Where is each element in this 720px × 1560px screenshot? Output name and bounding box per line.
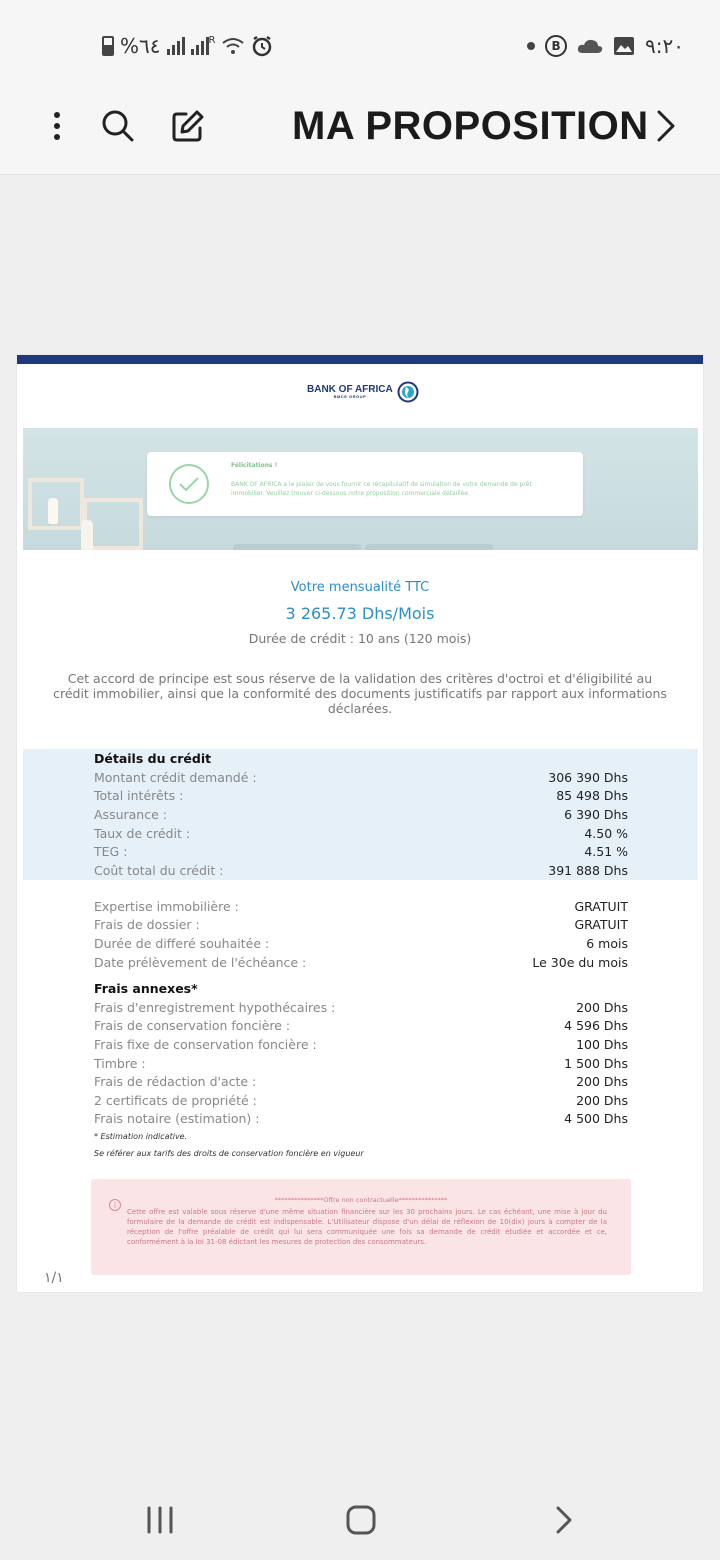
brand-name: BANK OF AFRICA: [307, 384, 393, 395]
recent-apps-icon: [145, 1506, 175, 1534]
detail-label: Montant crédit demandé :: [94, 769, 257, 785]
document-page: [17, 355, 703, 1292]
fee-value: 200 Dhs: [576, 1092, 628, 1108]
status-right: [527, 34, 684, 58]
bank-logo: [307, 381, 419, 403]
disclaimer-text: Cet accord de principe est sous réserve de la validation des critères d'octroi et d'éligibilité au crédit immobilier, ainsi que la conformité des documents justificatifs par rapport aux informations déclarées.: [53, 671, 667, 716]
more-options-icon[interactable]: [37, 106, 77, 146]
credit-duration: Durée de crédit : 10 ans (120 mois): [248, 631, 472, 646]
vase-decoration-2: [81, 520, 93, 550]
info-row: [94, 916, 628, 935]
fee-value: 1 500 Dhs: [564, 1055, 628, 1071]
sofa-decoration: [233, 544, 361, 550]
info-row: [94, 934, 628, 953]
chevron-right-icon[interactable]: [646, 106, 686, 146]
info-icon: i: [109, 1199, 121, 1211]
back-chevron-icon: [555, 1505, 573, 1535]
congratulations-card: [147, 452, 583, 516]
fee-label: Frais fixe de conservation foncière :: [94, 1036, 317, 1052]
banner: [23, 428, 698, 550]
globe-logo-icon: [397, 381, 419, 403]
footnote-tariffs: Se référer aux tarifs des droits de conservation foncière en vigueur: [94, 1149, 364, 1158]
search-icon[interactable]: [98, 106, 138, 146]
offer-body: Cette offre est valable sous réserve d'une même situation financière sur les 30 prochains jours. Le cas échéant, une mise à jour du formulaire de la demande de crédit est indispensable. L'Utilisateur dispose d'un délai de réflexion de 10(dix) jours à compter de la réception de l'offre préalable de crédit qui lui sera communiquée une fois sa demande de crédit étudiée et accordée et ce, conformément à la loi 31-08 édictant les mesures de protection des consommateurs.: [127, 1208, 607, 1246]
offer-title: ***************Offre non contractuelle***************: [274, 1196, 448, 1204]
gallery-icon: [613, 36, 635, 56]
detail-value: 4.51 %: [584, 844, 628, 860]
clock: ٩:٢٠: [645, 34, 684, 58]
detail-value: 306 390 Dhs: [548, 769, 628, 785]
detail-value: 6 390 Dhs: [564, 806, 628, 822]
signal-icon: [167, 37, 185, 55]
fee-label: 2 certificats de propriété :: [94, 1092, 257, 1108]
detail-row: [94, 861, 628, 880]
info-label: Expertise immobilière :: [94, 898, 239, 914]
info-row: [94, 953, 628, 972]
fees-list: [94, 998, 628, 1128]
detail-value: 391 888 Dhs: [548, 862, 628, 878]
battery-icon: [102, 36, 114, 56]
detail-label: Assurance :: [94, 806, 167, 822]
wifi-icon: [221, 36, 245, 56]
fee-value: 200 Dhs: [576, 1074, 628, 1090]
page-indicator: ١/١: [44, 1270, 64, 1286]
info-value: 6 mois: [586, 935, 628, 951]
congratulations-message: BANK OF AFRICA a le plaisir de vous fournir ce récapitulatif de simulation de votre demande de prêt immobilier. Veuillez trouver ci-dessous notre proposition commerciale détaillée.: [231, 481, 532, 497]
signal-icon-2: [191, 37, 209, 55]
detail-row: [94, 824, 628, 843]
monthly-payment-label: Votre mensualité TTC: [290, 580, 430, 595]
detail-row: [94, 842, 628, 861]
info-label: Date prélèvement de l'échéance :: [94, 954, 307, 970]
fee-row: [94, 1091, 628, 1110]
edit-icon[interactable]: [168, 106, 208, 146]
offer-notice: [91, 1179, 631, 1275]
detail-label: TEG :: [94, 844, 128, 860]
detail-row: [94, 805, 628, 824]
sofa-decoration-2: [365, 544, 493, 550]
fee-label: Frais d'enregistrement hypothécaires :: [94, 999, 336, 1015]
roaming-indicator: R: [208, 34, 216, 46]
info-value: Le 30e du mois: [532, 954, 628, 970]
fees-title: Frais annexes*: [94, 981, 198, 996]
detail-value: 4.50 %: [584, 825, 628, 841]
info-value: GRATUIT: [574, 898, 628, 914]
status-bar: [0, 0, 720, 92]
fee-label: Frais notaire (estimation) :: [94, 1111, 260, 1127]
fee-row: [94, 1035, 628, 1054]
fee-row: [94, 1054, 628, 1073]
info-label: Frais de dossier :: [94, 917, 200, 933]
vase-decoration: [48, 498, 58, 524]
fee-label: Frais de conservation foncière :: [94, 1018, 291, 1034]
detail-label: Total intérêts :: [94, 788, 184, 804]
footnote-estimation: * Estimation indicative.: [94, 1132, 188, 1141]
congratulations-title: Félicitations !: [231, 462, 278, 469]
detail-row: [94, 787, 628, 806]
page-title: MA PROPOSITION: [292, 104, 649, 148]
fee-label: Timbre :: [94, 1055, 146, 1071]
navigation-bar: [0, 1480, 720, 1560]
info-row: [94, 897, 628, 916]
notification-dot-icon: [527, 42, 535, 50]
fee-row: [94, 1017, 628, 1036]
status-left: [102, 34, 273, 58]
credit-details-list: [94, 768, 628, 880]
detail-label: Coût total du crédit :: [94, 862, 224, 878]
info-label: Durée de differé souhaitée :: [94, 935, 270, 951]
info-value: GRATUIT: [574, 917, 628, 933]
fee-value: 200 Dhs: [576, 999, 628, 1015]
fee-value: 4 596 Dhs: [564, 1018, 628, 1034]
brand-subtitle: BMCE GROUP: [333, 394, 367, 399]
detail-value: 85 498 Dhs: [556, 788, 628, 804]
alarm-icon: [251, 35, 273, 57]
app-bar: [0, 92, 720, 175]
battery-level: %٦٤: [120, 34, 161, 58]
fee-row: [94, 998, 628, 1017]
monthly-payment-value: 3 265.73 Dhs/Mois: [285, 604, 435, 623]
b-app-icon: B: [545, 35, 567, 57]
fee-value: 4 500 Dhs: [564, 1111, 628, 1127]
detail-row: [94, 768, 628, 787]
other-info-list: [94, 897, 628, 971]
fee-row: [94, 1072, 628, 1091]
cloud-icon: [577, 37, 603, 55]
home-icon: [345, 1504, 377, 1536]
recent-apps-button[interactable]: [136, 1498, 184, 1542]
back-button[interactable]: [540, 1498, 588, 1542]
fee-value: 100 Dhs: [576, 1036, 628, 1052]
credit-details-title: Détails du crédit: [94, 751, 212, 766]
check-icon: [169, 464, 209, 504]
fee-row: [94, 1110, 628, 1129]
detail-label: Taux de crédit :: [94, 825, 191, 841]
home-button[interactable]: [337, 1498, 385, 1542]
fee-label: Frais de rédaction d'acte :: [94, 1074, 257, 1090]
